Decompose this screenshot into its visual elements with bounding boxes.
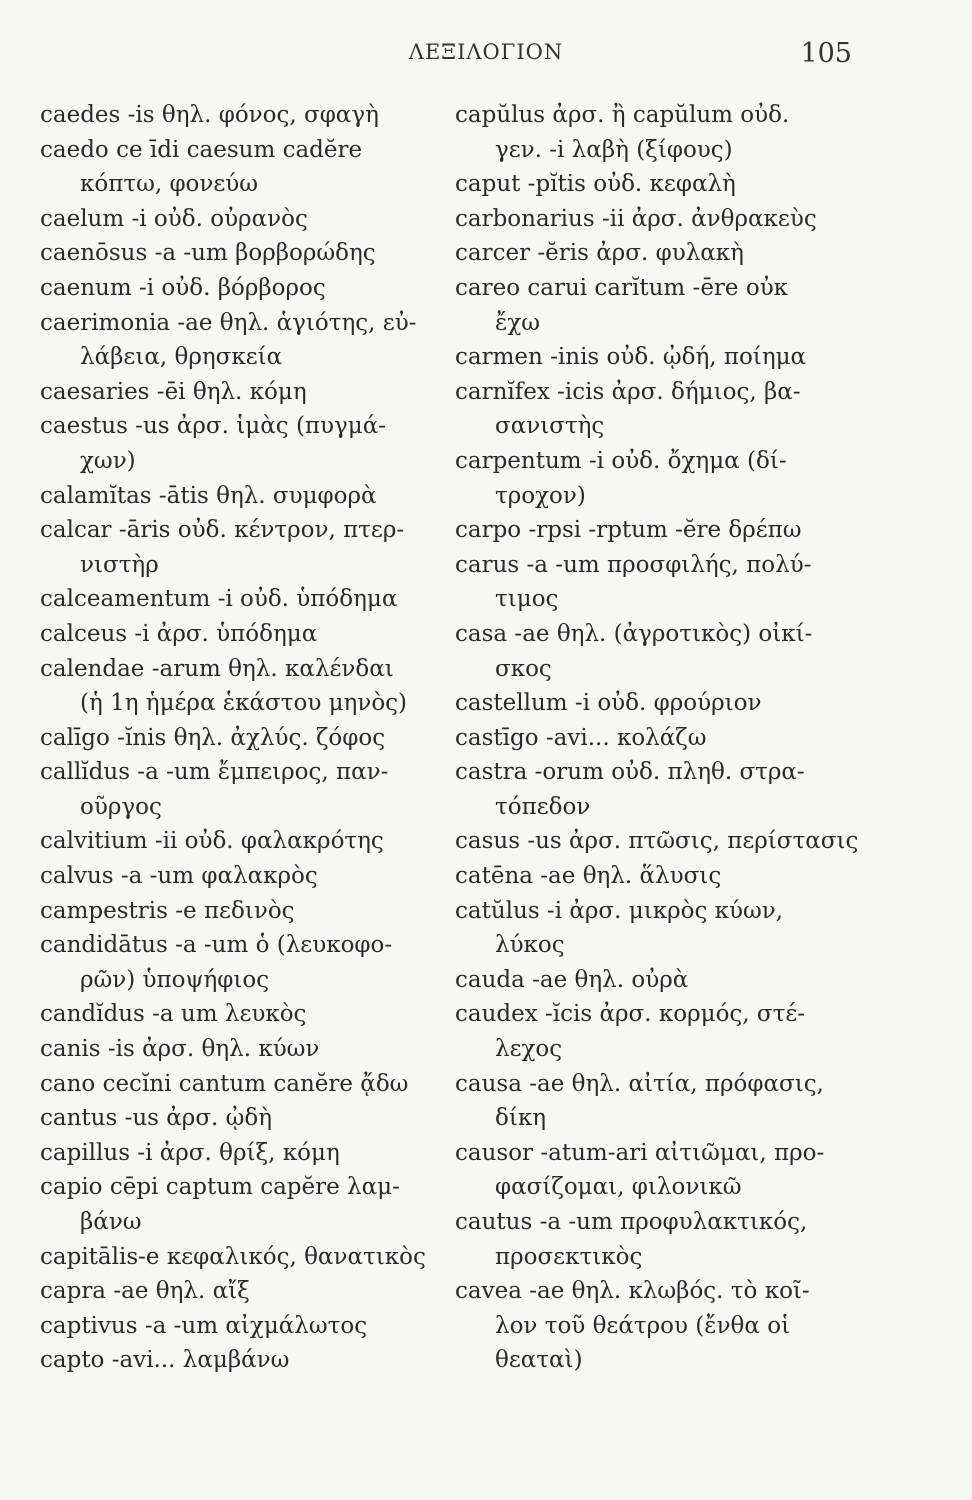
dictionary-entry-line: candĭdus -a um λευκὸς — [40, 1001, 307, 1028]
entry-continuation-line: βάνω — [80, 1209, 142, 1235]
dictionary-entry-line: castellum -i οὐδ. φρούριον — [455, 690, 762, 717]
dictionary-entry-line: cavea -ae θηλ. κλωβός. τὸ κοῖ- — [455, 1278, 810, 1305]
entry-continuation-line: γεν. -i λαβὴ (ξίφους) — [495, 136, 733, 163]
dictionary-entry-line: cantus -us ἀρσ. ᾠδὴ — [40, 1105, 273, 1132]
entry-continuation-line: σανιστὴς — [495, 413, 605, 440]
dictionary-entry-line: caenōsus -a -um βορβορώδης — [40, 240, 376, 267]
dictionary-entry-line: capŭlus ἀρσ. ἢ capŭlum οὐδ. — [455, 102, 790, 128]
dictionary-entry-line: caenum -i οὐδ. βόρβορος — [40, 274, 326, 301]
dictionary-entry-line: carpentum -i οὐδ. ὄχημα (δί- — [455, 447, 787, 474]
entry-continuation-line: προσεκτικὸς — [495, 1243, 643, 1270]
dictionary-entry-line: capio cēpi captum capĕre λαμ- — [40, 1174, 400, 1201]
dictionary-entry-line: catēna -ae θηλ. ἅλυσις — [455, 863, 722, 890]
entry-continuation-line: τιμος — [495, 586, 559, 613]
dictionary-entry-line: carbonarius -ii ἀρσ. ἀνθρακεὺς — [455, 205, 817, 232]
entry-continuation-line: (ἡ 1η ἡμέρα ἑκάστου μηνὸς) — [80, 690, 408, 717]
dictionary-entry-line: calceus -i ἀρσ. ὑπόδημα — [40, 620, 318, 647]
dictionary-entry-line: caestus -us ἀρσ. ἱμὰς (πυγμά- — [40, 413, 387, 440]
dictionary-entry-line: callĭdus -a -um ἔμπειρος, παν- — [40, 759, 389, 786]
right-column — [455, 98, 860, 1378]
dictionary-entry-line: captivus -a -um αἰχμάλωτος — [40, 1312, 368, 1339]
dictionary-entry-line: careo carui carĭtum -ēre οὐκ — [455, 274, 789, 301]
entry-continuation-line: οῦργος — [80, 793, 162, 820]
dictionary-entry-line: castīgo -avi... κολάζω — [455, 724, 707, 751]
dictionary-entry-line: carus -a -um προσφιλής, πολύ- — [455, 551, 812, 578]
dictionary-entry-line: candidātus -a -um ὁ (λευκοφο- — [40, 932, 393, 959]
dictionary-entry-line: casus -us ἀρσ. πτῶσις, περίστασις — [455, 828, 859, 855]
dictionary-entry-line: canis -is ἀρσ. θηλ. κύων — [40, 1036, 320, 1063]
entry-continuation-line: τροχον) — [495, 482, 586, 509]
entry-continuation-line: σκος — [495, 655, 552, 682]
dictionary-entry-line: causa -ae θηλ. αἰτία, πρόφασις, — [455, 1070, 824, 1097]
dictionary-entry-line: calamĭtas -ātis θηλ. συμφορὰ — [40, 482, 377, 509]
entry-continuation-line: λεχος — [495, 1036, 563, 1063]
entry-continuation-line: ρῶν) ὑποψήφιος — [80, 966, 270, 993]
entry-continuation-line: λύκος — [495, 932, 565, 959]
dictionary-entry-line: catŭlus -i ἀρσ. μικρὸς κύων, — [455, 897, 784, 924]
entry-continuation-line: λον τοῦ θεάτρου (ἔνθα οἱ — [495, 1312, 791, 1339]
dictionary-entry-line: capto -avi... λαμβάνω — [40, 1347, 290, 1374]
dictionary-entry-line: calvitium -ii οὐδ. φαλακρότης — [40, 828, 384, 855]
dictionary-entry-line: calendae -arum θηλ. καλένδαι — [40, 655, 394, 682]
dictionary-entry-line: carcer -ĕris ἀρσ. φυλακὴ — [455, 240, 744, 267]
left-column — [40, 98, 440, 1378]
dictionary-entry-line: calvus -a -um φαλακρὸς — [40, 863, 318, 890]
entry-continuation-line: νιστὴρ — [80, 551, 159, 578]
dictionary-entry-line: capra -ae θηλ. αἴξ — [40, 1278, 250, 1305]
dictionary-entry-line: capitālis-e κεφαλικός, θανατικὸς — [40, 1243, 426, 1270]
dictionary-entry-line: castra -orum οὐδ. πληθ. στρα- — [455, 759, 805, 786]
entry-continuation-line: χων) — [80, 447, 136, 474]
page-number: 105 — [800, 38, 852, 69]
dictionary-entry-line: cautus -a -um προφυλακτικός, — [455, 1209, 808, 1235]
dictionary-entry-line: caput -pĭtis οὐδ. κεφαλὴ — [455, 171, 736, 198]
dictionary-entry-line: calcar -āris οὐδ. κέντρον, πτερ- — [40, 517, 405, 544]
dictionary-entry-line: calceamentum -i οὐδ. ὑπόδημα — [40, 586, 398, 613]
dictionary-entry-line: cano cecĭni cantum canĕre ᾄδω — [40, 1070, 409, 1097]
dictionary-entry-line: caedo ce īdi caesum cadĕre — [40, 136, 363, 163]
dictionary-entry-line: calīgo -ĭnis θηλ. ἀχλύς. ζόφος — [40, 724, 386, 751]
dictionary-entry-line: carpo -rpsi -rptum -ĕre δρέπω — [455, 517, 802, 544]
dictionary-entry-line: causor -atum-ari αἰτιῶμαι, προ- — [455, 1139, 825, 1166]
dictionary-entry-line: casa -ae θηλ. (ἀγροτικὸς) οἰκί- — [455, 620, 813, 647]
dictionary-entry-line: caedes -is θηλ. φόνος, σφαγὴ — [40, 102, 379, 128]
entry-continuation-line: τόπεδον — [495, 793, 591, 820]
dictionary-entry-line: caelum -i οὐδ. οὐρανὸς — [40, 205, 308, 232]
entry-continuation-line: ἔχω — [495, 309, 541, 336]
dictionary-entry-line: caudex -ĭcis ἀρσ. κορμός, στέ- — [455, 1001, 806, 1028]
dictionary-entry-line: capillus -i ἀρσ. θρίξ, κόμη — [40, 1139, 340, 1166]
dictionary-entry-line: cauda -ae θηλ. οὐρὰ — [455, 966, 689, 993]
entry-continuation-line: δίκη — [495, 1105, 547, 1132]
entry-continuation-line: κόπτω, φονεύω — [80, 171, 259, 198]
entry-continuation-line: θεαταὶ) — [495, 1347, 583, 1374]
entry-continuation-line: λάβεια, θρησκεία — [80, 344, 283, 371]
dictionary-entry-line: carnĭfex -icis ἀρσ. δήμιος, βα- — [455, 378, 801, 405]
dictionary-entry-line: carmen -inis οὐδ. ᾠδή, ποίημα — [455, 344, 807, 371]
entry-continuation-line: φασίζομαι, φιλονικῶ — [495, 1174, 742, 1201]
running-header: ΛΕΞΙΛΟΓΙΟΝ — [408, 40, 564, 64]
dictionary-entry-line: caesaries -ēi θηλ. κόμη — [40, 378, 307, 405]
dictionary-entry-line: campestris -e πεδινὸς — [40, 897, 295, 924]
dictionary-entry-line: caerimonia -ae θηλ. ἁγιότης, εὐ- — [40, 309, 417, 336]
